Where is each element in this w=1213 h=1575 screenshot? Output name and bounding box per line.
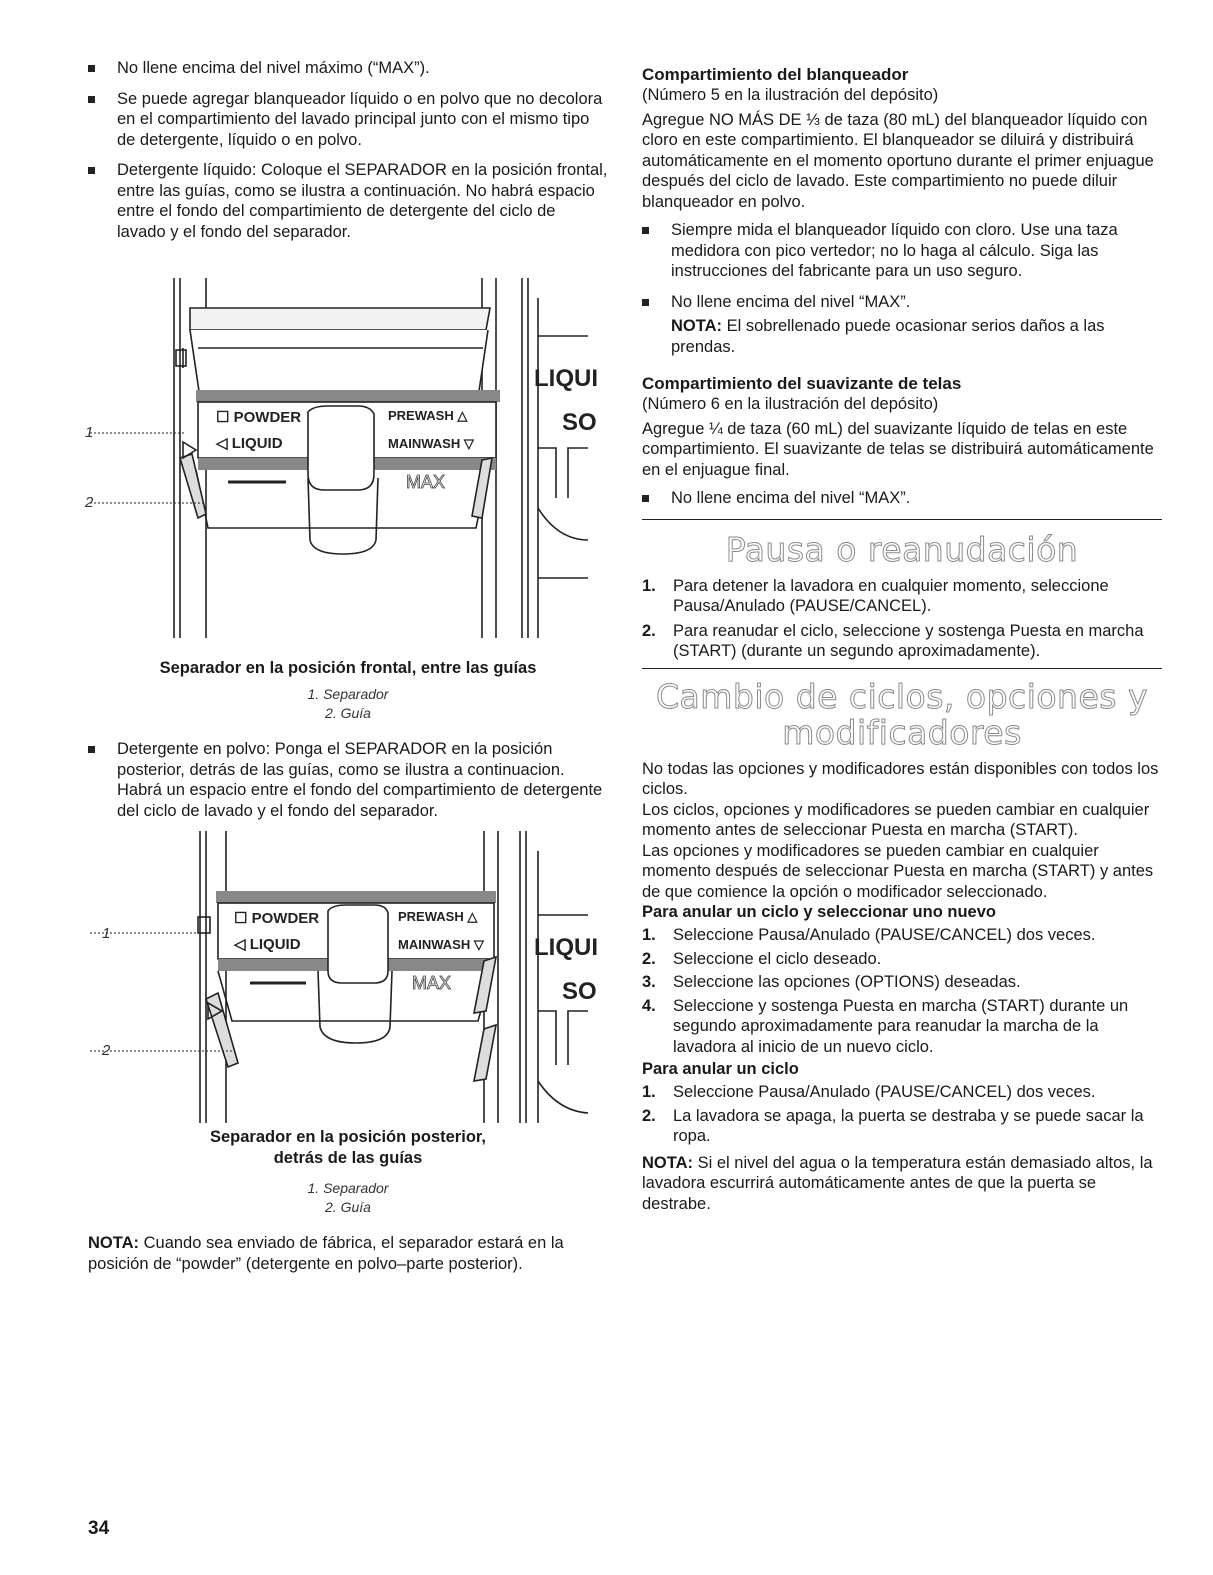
note-paragraph (88, 1233, 608, 1274)
figure-caption-line-2: detrás de las guías (273, 1149, 423, 1167)
list-item: 2. La lavadora se apaga, la puerta se destraba y se puede sacar la ropa. (642, 1106, 1144, 1145)
svg-text:PREWASH △: PREWASH △ (388, 408, 468, 423)
section-title-change-line-2: modificadores (782, 712, 1022, 752)
list-item: Detergente en polvo: Ponga el SEPARADOR en la posición posterior, detrás de las guías, como se ilustra a continuacion. Habrá un espacio entre el fondo del compartimiento de detergente del ciclo de lavado y el fondo del separador. (88, 739, 608, 821)
bleach-subtitle: (Número 5 en la ilustración del depósito) (642, 86, 939, 104)
bullet-list-top (88, 58, 608, 242)
callout-2: 2 (102, 1042, 111, 1059)
svg-text:◁ LIQUID: ◁ LIQUID (216, 435, 283, 452)
dispenser-illustration-back (88, 831, 608, 1127)
list-item: 2. Para reanudar el ciclo, seleccione y sostenga Puesta en marcha (START) (durante un segundo aproximadamente). (642, 621, 1144, 660)
list-item: 1. Para detener la lavadora en cualquier momento, seleccione Pausa/Anulado (PAUSE/CANCEL). (642, 576, 1109, 615)
svg-text:☐ POWDER: ☐ POWDER (234, 910, 320, 927)
figure-legend-2: 2. Guía (325, 705, 371, 721)
list-item: 4. Seleccione y sostenga Puesta en marcha (START) durante un segundo aproximadamente para reanudar la marcha de la lavadora al inicio de un nuevo ciclo. (642, 996, 1129, 1056)
section-divider (642, 668, 1162, 669)
softener-bullets (642, 488, 1162, 509)
dispenser-illustration-front (88, 278, 608, 656)
bleach-bullets (642, 220, 1162, 312)
list-item: 3. Seleccione las opciones (OPTIONS) deseadas. (642, 973, 1021, 991)
page-number: 34 (88, 1518, 110, 1539)
softener-paragraph: Agregue ¼ de taza (60 mL) del suavizante líquido de telas en este compartimiento. El suavizante de telas se distribuirá automáticamente en el enjuague final. (642, 419, 1154, 479)
svg-text:PREWASH △: PREWASH △ (398, 909, 478, 924)
bleach-note (642, 316, 1162, 357)
section-title-change-line-1: Cambio de ciclos, opciones y (655, 676, 1148, 716)
callout-1: 1 (85, 424, 94, 441)
note-text: Si el nivel del agua o la temperatura están demasiado altos, la lavadora escurrirá automáticamente antes de que la puerta se destrabe. (642, 1153, 1153, 1213)
list-item: Siempre mida el blanqueador líquido con cloro. Use una taza medidora con pico vertedor; no lo haga al cálculo. Siga las instrucciones del fabricante para un uso seguro. (642, 220, 1162, 282)
callout-1: 1 (102, 925, 111, 942)
heading-cancel: Para anular un ciclo (642, 1060, 799, 1078)
list-item: Detergente líquido: Coloque el SEPARADOR en la posición frontal, entre las guías, como se ilustra a continuación. No habrá espacio entre el fondo del compartimiento de detergente del ciclo de lavado y el fondo del separador. (88, 160, 608, 242)
svg-text:LIQUI: LIQUI (534, 365, 598, 392)
list-item: No llene encima del nivel máximo (“MAX”). (88, 58, 608, 79)
callout-2: 2 (85, 494, 94, 511)
svg-text:SO: SO (562, 978, 597, 1005)
note-text: Cuando sea enviado de fábrica, el separador estará en la posición de “powder” (detergente en polvo–parte posterior). (88, 1234, 564, 1273)
change-paragraph-2: Los ciclos, opciones y modificadores se pueden cambiar en cualquier momento antes de seleccionar Puesta en marcha (START). (642, 800, 1150, 839)
bullet-list-mid (88, 739, 608, 821)
figure-legend-1: 1. Separador (307, 1180, 389, 1196)
note-paragraph (642, 1153, 1162, 1215)
svg-text:MAINWASH ▽: MAINWASH ▽ (398, 937, 484, 952)
list-item: 1. Seleccione Pausa/Anulado (PAUSE/CANCEL) dos veces. (642, 1083, 1096, 1101)
figure-back-position (88, 831, 608, 1127)
svg-text:MAX: MAX (412, 973, 452, 993)
heading-cancel-new: Para anular un ciclo y seleccionar uno nuevo (642, 903, 996, 921)
svg-text:MAINWASH ▽: MAINWASH ▽ (388, 436, 474, 451)
note-label: NOTA: (88, 1234, 140, 1252)
figure-legend-2: 2. Guía (325, 1199, 371, 1215)
note-label: NOTA: (642, 1153, 694, 1172)
svg-text:LIQUI: LIQUI (534, 934, 598, 961)
section-divider (642, 519, 1162, 520)
right-column (642, 64, 1162, 1214)
steps-cancel-new (642, 925, 1162, 1057)
heading-bleach: Compartimiento del blanqueador (642, 65, 909, 84)
steps-cancel (642, 1082, 1162, 1147)
change-paragraph-3: Las opciones y modificadores se pueden cambiar en cualquier momento después de seleccionar Puesta en marcha (START) y antes de que comience la opción o modificador seleccionado. (642, 841, 1154, 901)
change-paragraph-1: No todas las opciones y modificadores están disponibles con todos los ciclos. (642, 759, 1159, 798)
note-label: NOTA: (671, 317, 723, 335)
list-item: Se puede agregar blanqueador líquido o en polvo que no decolora en el compartimiento del lavado principal junto con el mismo tipo de detergente, líquido o en polvo. (88, 89, 608, 151)
svg-text:SO: SO (562, 409, 597, 436)
svg-text:MAX: MAX (406, 472, 446, 492)
list-item: No llene encima del nivel “MAX”. (642, 292, 1162, 313)
figure-caption: Separador en la posición frontal, entre las guías (159, 659, 537, 677)
softener-subtitle: (Número 6 en la ilustración del depósito) (642, 395, 939, 413)
figure-legend-1: 1. Separador (307, 686, 389, 702)
svg-text:☐ POWDER: ☐ POWDER (216, 409, 302, 426)
svg-text:◁ LIQUID: ◁ LIQUID (234, 936, 301, 953)
section-title-pause: Pausa o reanudación (725, 529, 1079, 569)
list-item: 2. Seleccione el ciclo deseado. (642, 949, 882, 968)
heading-softener: Compartimiento del suavizante de telas (642, 374, 962, 393)
pause-steps (642, 576, 1162, 662)
list-item: No llene encima del nivel “MAX”. (642, 488, 1162, 509)
note-text: El sobrellenado puede ocasionar serios daños a las prendas. (671, 317, 1105, 356)
list-item: 1. Seleccione Pausa/Anulado (PAUSE/CANCEL) dos veces. (642, 926, 1096, 944)
figure-front-position (85, 278, 608, 656)
bleach-paragraph: Agregue NO MÁS DE ⅓ de taza (80 mL) del blanqueador líquido con cloro en este compartimiento. El blanqueador se diluirá y distribuirá automáticamente en el momento oportuno durante el primer enjuague después del ciclo de lavado. Este compartimiento no puede diluir blanqueador en polvo. (642, 110, 1154, 211)
left-column (85, 58, 608, 1274)
figure-caption-line-1: Separador en la posición posterior, (210, 1128, 486, 1146)
